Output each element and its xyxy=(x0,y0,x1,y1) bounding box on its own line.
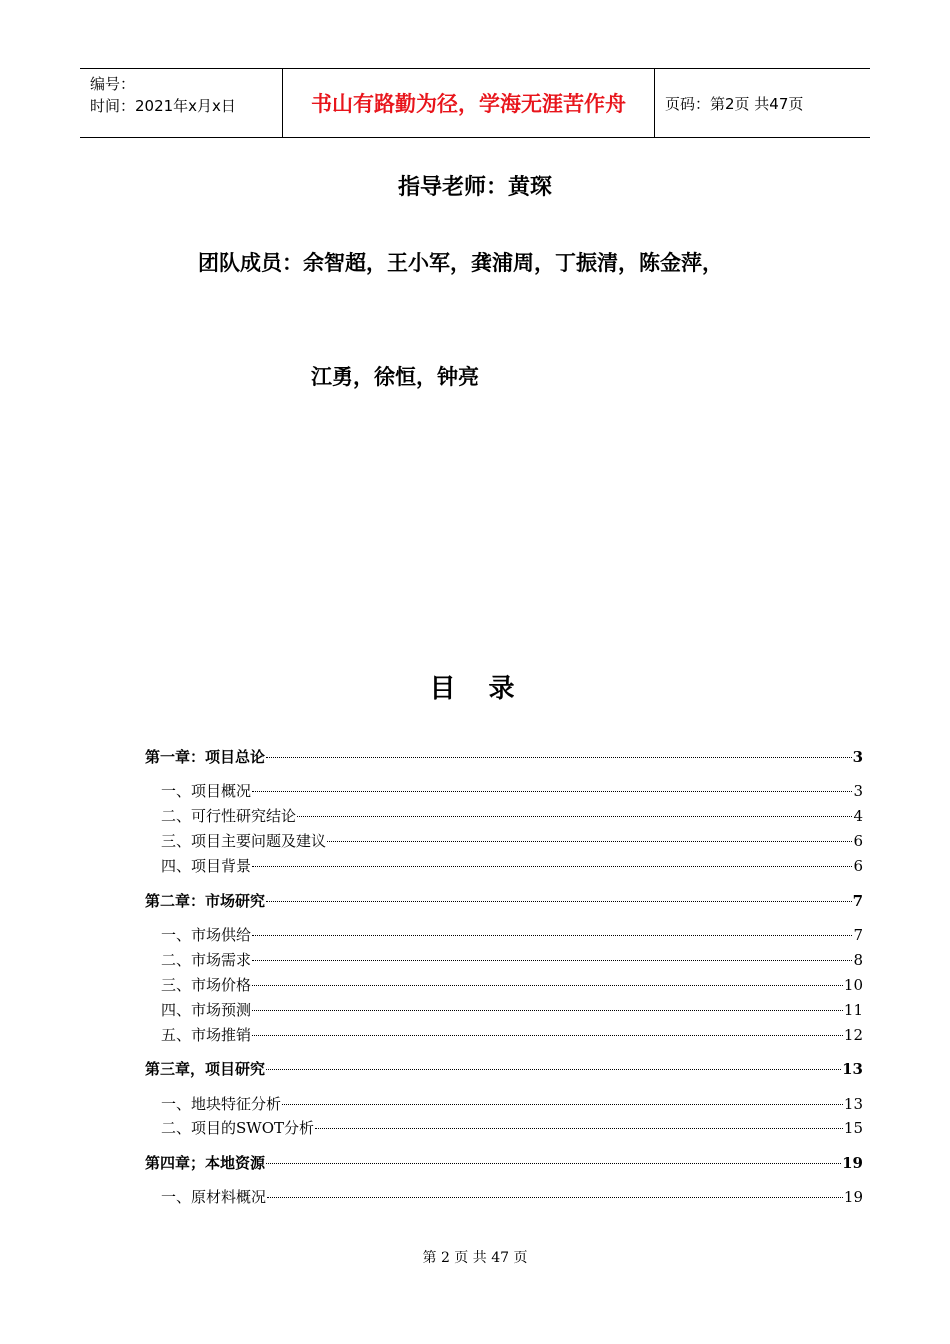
toc-leader-dots xyxy=(297,816,852,817)
toc-entry-page: 6 xyxy=(853,832,863,850)
toc-entry[interactable] xyxy=(145,746,863,767)
toc-leader-dots xyxy=(252,935,852,936)
toc-entry[interactable] xyxy=(145,890,863,911)
toc-entry[interactable] xyxy=(161,1117,863,1138)
toc-entry-page: 13 xyxy=(843,1095,863,1113)
toc-entry-label: 一、项目概况 xyxy=(161,782,252,800)
toc-entry-label: 一、地块特征分析 xyxy=(161,1095,282,1113)
toc-entry-label: 一、市场供给 xyxy=(161,926,252,944)
page-footer: 第 2 页 共 47 页 xyxy=(422,1250,528,1266)
toc-leader-dots xyxy=(315,1128,843,1129)
toc-entry-page: 4 xyxy=(853,807,863,825)
toc-leader-dots xyxy=(266,901,852,902)
header-meta xyxy=(80,69,282,137)
toc-entry-label: 第四章；本地资源 xyxy=(145,1154,266,1172)
toc-entry-label: 二、可行性研究结论 xyxy=(161,807,297,825)
number-label: 编号： xyxy=(90,75,136,93)
toc-leader-dots xyxy=(327,841,852,842)
toc-entry-page: 3 xyxy=(852,748,863,766)
toc-entry[interactable] xyxy=(161,1024,863,1045)
toc-entry-label: 一、原材料概况 xyxy=(161,1188,267,1206)
toc-entry-page: 12 xyxy=(843,1026,863,1044)
toc-entry-label: 三、项目主要问题及建议 xyxy=(161,832,327,850)
toc-entry-page: 7 xyxy=(853,926,863,944)
toc-entry-page: 10 xyxy=(843,976,863,994)
toc-leader-dots xyxy=(266,1163,841,1164)
toc-entry[interactable] xyxy=(161,805,863,826)
toc-entry[interactable] xyxy=(161,924,863,945)
toc-leader-dots xyxy=(252,960,852,961)
time-label: 时间：2021年x月x日 xyxy=(90,97,236,115)
toc-title: 目 录 xyxy=(429,674,527,704)
toc-leader-dots xyxy=(252,866,852,867)
toc-leader-dots xyxy=(252,1035,843,1036)
toc-entry-label: 第三章，项目研究 xyxy=(145,1060,266,1078)
toc-entry[interactable] xyxy=(161,999,863,1020)
toc-entry-label: 四、项目背景 xyxy=(161,857,252,875)
toc-entry[interactable] xyxy=(145,1058,863,1079)
toc-entry[interactable] xyxy=(145,1152,863,1173)
toc-entry-label: 第二章：市场研究 xyxy=(145,892,266,910)
toc-entry-page: 13 xyxy=(842,1060,863,1078)
toc-entry-page: 6 xyxy=(853,857,863,875)
toc-entry-page: 19 xyxy=(843,1188,863,1206)
header-motto: 书山有路勤为径，学海无涯苦作舟 xyxy=(282,69,655,137)
toc-leader-dots xyxy=(267,1197,843,1198)
header-page-info: 页码：第2页 共47页 xyxy=(665,94,804,113)
toc-entry[interactable] xyxy=(161,830,863,851)
toc-entry-label: 二、项目的SWOT分析 xyxy=(161,1119,314,1137)
toc-entry-label: 第一章：项目总论 xyxy=(145,748,266,766)
toc-entry-page: 11 xyxy=(843,1001,863,1019)
toc-leader-dots xyxy=(282,1104,843,1105)
toc-entry-page: 15 xyxy=(843,1119,863,1137)
toc-leader-dots xyxy=(252,1010,843,1011)
toc-entry[interactable] xyxy=(161,949,863,970)
toc-entry-page: 3 xyxy=(853,782,863,800)
toc-entry-label: 四、市场预测 xyxy=(161,1001,252,1019)
toc-entry-label: 五、市场推销 xyxy=(161,1026,252,1044)
toc-entry[interactable] xyxy=(161,855,863,876)
toc-entry-page: 7 xyxy=(852,892,863,910)
toc-entry[interactable] xyxy=(161,780,863,801)
toc-entry[interactable] xyxy=(161,1186,863,1207)
advisor-line: 指导老师：黄琛 xyxy=(397,174,552,200)
toc-leader-dots xyxy=(266,1069,841,1070)
toc-entry-page: 19 xyxy=(842,1154,863,1172)
team-members-line-2: 江勇，徐恒，钟亮 xyxy=(311,364,479,389)
document-header xyxy=(80,68,870,138)
toc-entry[interactable] xyxy=(161,974,863,995)
toc-entry-page: 8 xyxy=(853,951,863,969)
toc-leader-dots xyxy=(252,791,852,792)
toc-leader-dots xyxy=(252,985,843,986)
toc-entry-label: 三、市场价格 xyxy=(161,976,252,994)
toc-entry[interactable] xyxy=(161,1093,863,1114)
team-members-line-1: 团队成员：余智超，王小军，龚浦周，丁振清，陈金萍， xyxy=(198,250,723,275)
toc-entry-label: 二、市场需求 xyxy=(161,951,252,969)
toc-leader-dots xyxy=(266,757,852,758)
